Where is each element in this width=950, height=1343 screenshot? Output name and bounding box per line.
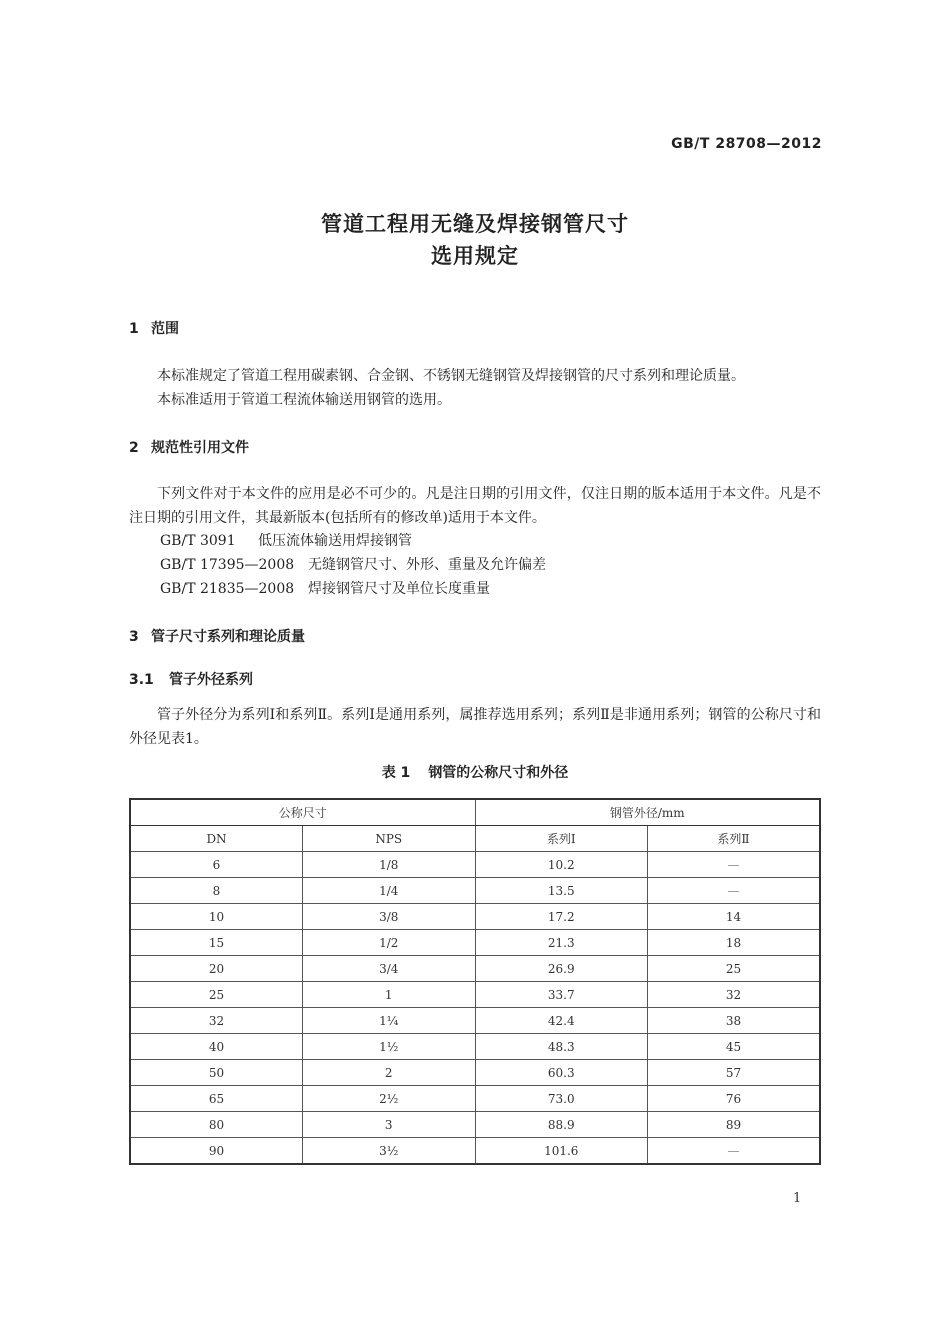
cell-series-1: 10.2 [475,852,648,878]
cell-series-2: 89 [648,1112,821,1138]
section-1-heading [129,318,179,338]
section-3-1-body [129,703,821,751]
cell-series-1: 42.4 [475,1008,648,1034]
reference-item [160,553,546,577]
table-row [130,904,820,930]
section-number: 3.1 [129,672,154,688]
table-title: 钢管的公称尺寸和外径 [428,765,569,781]
header-dn: DN [130,826,303,852]
cell-series-2: 14 [648,904,821,930]
section-title: 规范性引用文件 [151,440,249,456]
reference-title: 无缝钢管尺寸、外形、重量及允许偏差 [308,557,546,573]
section-number: 2 [129,440,139,456]
cell-series-1: 48.3 [475,1034,648,1060]
table-number: 表 1 [381,765,411,781]
cell-dn: 40 [130,1034,303,1060]
cell-series-1: 17.2 [475,904,648,930]
reference-list [160,529,546,601]
cell-dn: 6 [130,852,303,878]
table-row [130,878,820,904]
header-series-2: 系列Ⅱ [648,826,821,852]
table-row [130,1138,820,1165]
pipe-dimensions-table [129,798,821,1165]
reference-title: 焊接钢管尺寸及单位长度重量 [308,581,490,597]
table-row [130,1060,820,1086]
cell-series-2: — [648,1138,821,1165]
cell-dn: 10 [130,904,303,930]
table-sub-header-row [130,826,820,852]
table-row [130,956,820,982]
table-caption [0,762,950,782]
cell-dn: 8 [130,878,303,904]
table-group-header-row [130,799,820,826]
cell-nps: 1/2 [303,930,476,956]
cell-series-1: 101.6 [475,1138,648,1165]
cell-nps: 3/4 [303,956,476,982]
section-number: 1 [129,321,139,337]
cell-dn: 65 [130,1086,303,1112]
paragraph: 本标准规定了管道工程用碳素钢、合金钢、不锈钢无缝钢管及焊接钢管的尺寸系列和理论质量。 [157,368,745,384]
header-outside-diameter: 钢管外径/mm [475,799,820,826]
cell-series-2: 45 [648,1034,821,1060]
cell-dn: 90 [130,1138,303,1165]
header-nominal-size: 公称尺寸 [130,799,475,826]
reference-item [160,529,546,553]
table-row [130,1086,820,1112]
cell-nps: 1½ [303,1034,476,1060]
page-number: 1 [793,1191,802,1206]
cell-series-1: 88.9 [475,1112,648,1138]
reference-title: 低压流体输送用焊接钢管 [258,533,412,549]
paragraph: 下列文件对于本文件的应用是必不可少的。凡是注日期的引用文件，仅注日期的版本适用于本文件。凡是不注日期的引用文件，其最新版本(包括所有的修改单)适用于本文件。 [129,486,821,526]
header-nps: NPS [303,826,476,852]
cell-dn: 32 [130,1008,303,1034]
cell-series-1: 60.3 [475,1060,648,1086]
cell-series-1: 21.3 [475,930,648,956]
section-number: 3 [129,629,139,645]
cell-series-2: — [648,878,821,904]
section-3-1-heading [129,669,253,689]
section-2-body [129,482,821,530]
cell-nps: 2½ [303,1086,476,1112]
section-1-body [129,364,821,412]
paragraph: 本标准适用于管道工程流体输送用钢管的选用。 [157,392,451,408]
cell-series-1: 73.0 [475,1086,648,1112]
table-row [130,1112,820,1138]
cell-series-2: 25 [648,956,821,982]
reference-item [160,577,546,601]
cell-series-1: 33.7 [475,982,648,1008]
document-title [0,208,950,272]
cell-series-2: 18 [648,930,821,956]
section-title: 管子外径系列 [169,672,253,688]
reference-code: GB/T 21835—2008 [160,581,295,597]
section-3-heading [129,626,305,646]
cell-series-2: 76 [648,1086,821,1112]
cell-series-2: 57 [648,1060,821,1086]
cell-dn: 20 [130,956,303,982]
reference-code: GB/T 17395—2008 [160,557,295,573]
reference-code: GB/T 3091 [160,533,236,549]
cell-series-2: — [648,852,821,878]
cell-series-1: 26.9 [475,956,648,982]
table-row [130,852,820,878]
cell-nps: 1¼ [303,1008,476,1034]
table-row [130,930,820,956]
paragraph: 管子外径分为系列Ⅰ和系列Ⅱ。系列Ⅰ是通用系列，属推荐选用系列；系列Ⅱ是非通用系列；钢管的公称尺寸和外径见表1。 [129,707,821,747]
cell-series-1: 13.5 [475,878,648,904]
cell-dn: 50 [130,1060,303,1086]
standard-code: GB/T 28708—2012 [671,136,822,152]
cell-nps: 2 [303,1060,476,1086]
cell-nps: 3½ [303,1138,476,1165]
title-line-2: 选用规定 [431,244,519,268]
cell-series-2: 38 [648,1008,821,1034]
section-title: 范围 [151,321,179,337]
header-series-1: 系列Ⅰ [475,826,648,852]
table-body [130,852,820,1165]
cell-series-2: 32 [648,982,821,1008]
cell-nps: 1 [303,982,476,1008]
section-2-heading [129,437,249,457]
cell-nps: 3/8 [303,904,476,930]
title-line-1: 管道工程用无缝及焊接钢管尺寸 [321,212,629,236]
cell-dn: 15 [130,930,303,956]
cell-nps: 1/8 [303,852,476,878]
cell-dn: 80 [130,1112,303,1138]
cell-nps: 3 [303,1112,476,1138]
cell-dn: 25 [130,982,303,1008]
cell-nps: 1/4 [303,878,476,904]
table-row [130,1034,820,1060]
table-row [130,982,820,1008]
table-row [130,1008,820,1034]
section-title: 管子尺寸系列和理论质量 [151,629,305,645]
